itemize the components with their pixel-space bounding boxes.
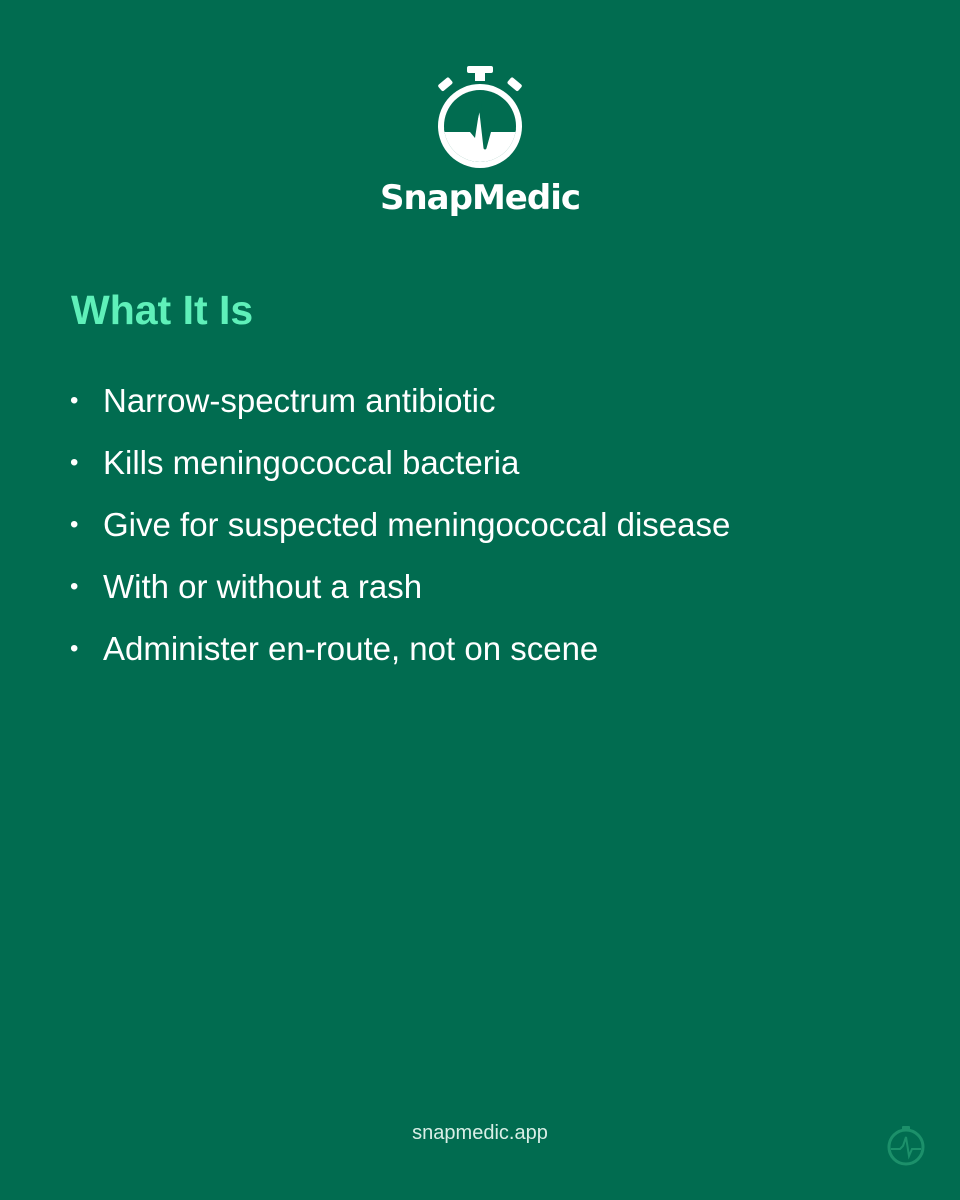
list-item <box>70 432 730 494</box>
list-item-text: Kills meningococcal bacteria <box>103 444 520 481</box>
list-item <box>70 370 730 432</box>
brand-name: SnapMedic <box>379 178 580 218</box>
list-item-text: Narrow-spectrum antibiotic <box>103 382 496 419</box>
bullet-icon: • <box>70 511 79 538</box>
list-item <box>70 556 730 618</box>
list-item-text: With or without a rash <box>103 568 423 605</box>
list-item-text: Give for suspected meningococcal disease <box>103 506 731 543</box>
brand-logo <box>0 62 960 220</box>
list-item <box>70 494 730 556</box>
list-item <box>70 618 730 680</box>
bullet-list <box>70 370 730 680</box>
section-title: What It Is <box>71 287 254 333</box>
bullet-icon: • <box>70 387 79 414</box>
list-item-text: Administer en-route, not on scene <box>103 630 599 667</box>
stopwatch-heartbeat-icon <box>430 62 530 174</box>
bullet-icon: • <box>70 449 79 476</box>
watermark-logo-icon <box>884 1124 928 1168</box>
bullet-icon: • <box>70 573 79 600</box>
bullet-icon: • <box>70 635 79 662</box>
footer-url: snapmedic.app <box>412 1122 548 1144</box>
